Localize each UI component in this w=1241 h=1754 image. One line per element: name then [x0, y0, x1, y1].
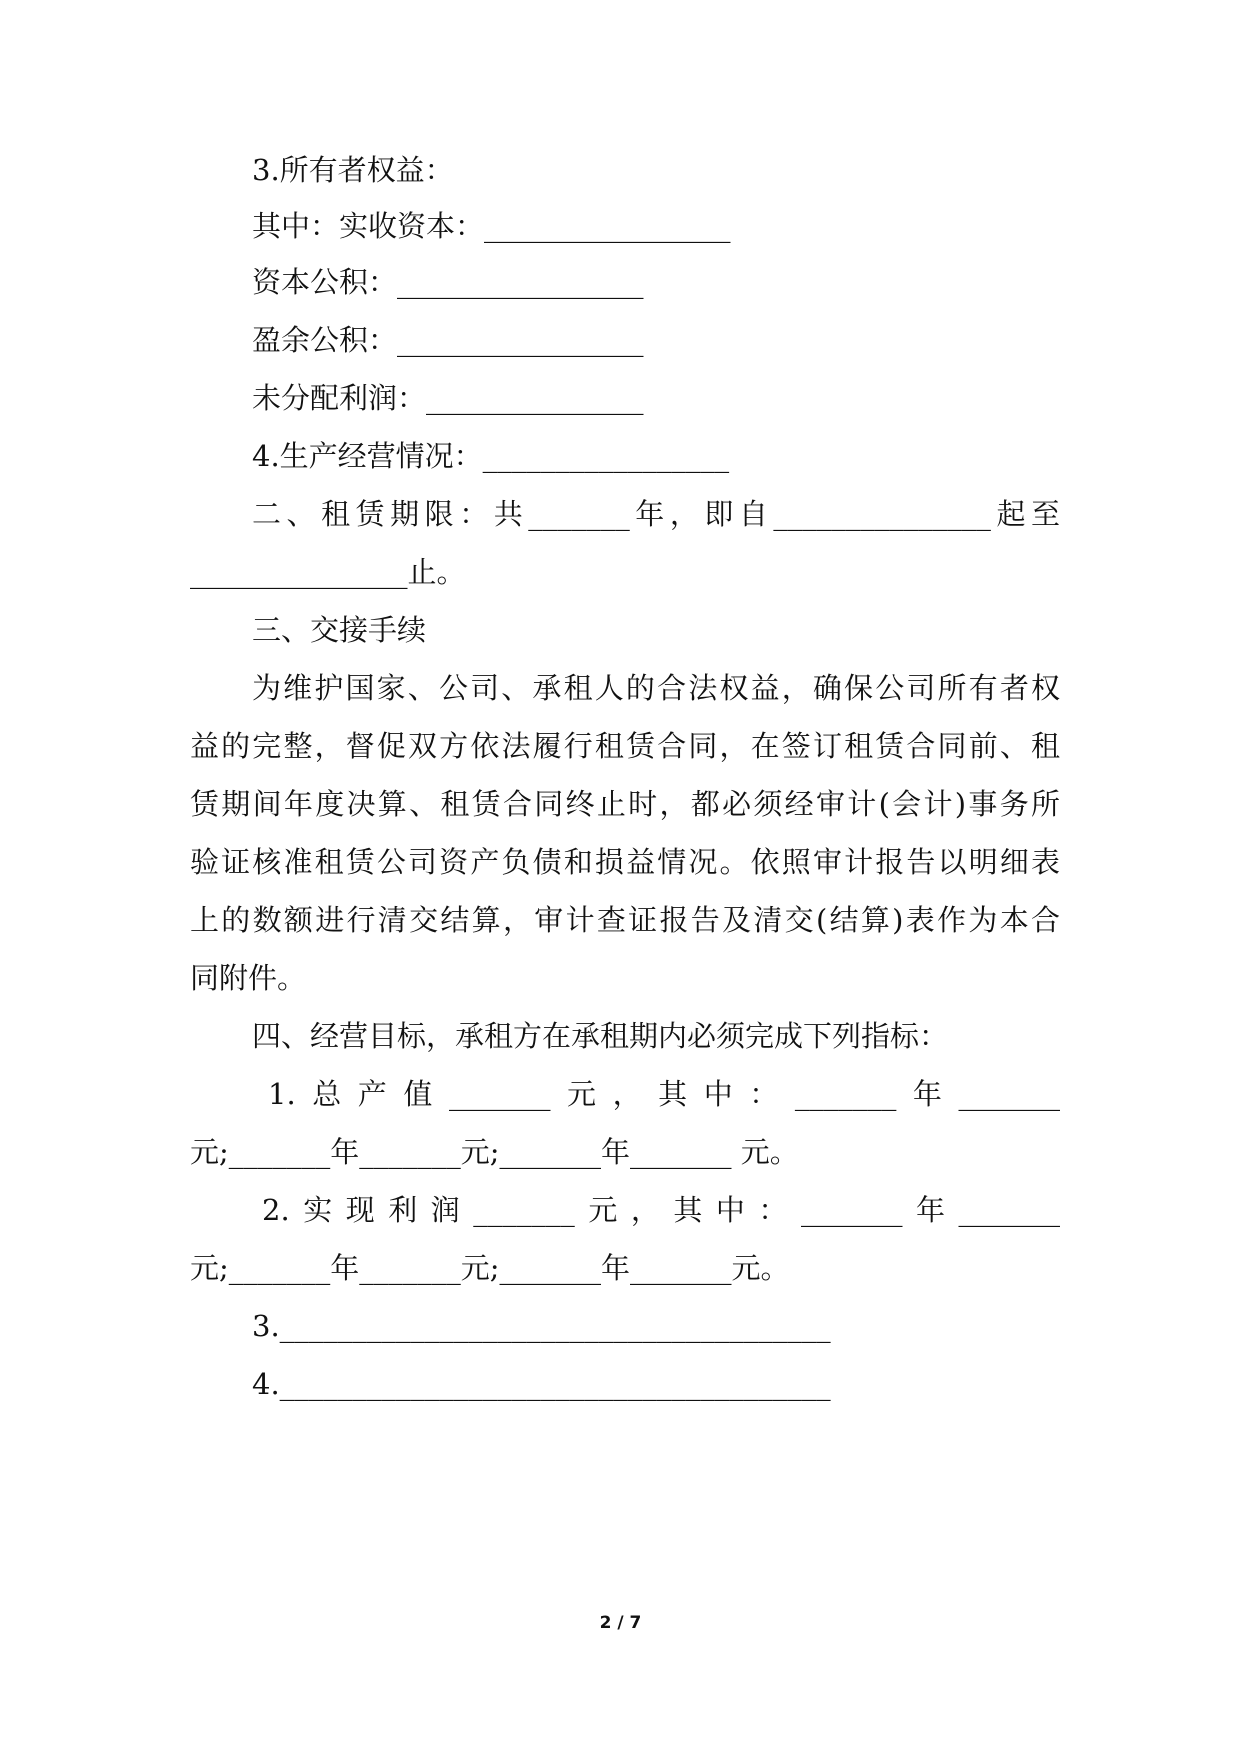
profit-target-line-1: 2.实现利润_______元，其中：_______年_______: [262, 1193, 1060, 1227]
total-output-value-line-2: 元;_______年_______元;_______年_______ 元。: [190, 1135, 799, 1169]
total-output-value-line-1: 1.总产值_______元，其中：_______年_______: [268, 1077, 1060, 1111]
handover-paragraph-line-2: 益的完整，督促双方依法履行租赁合同，在签订租赁合同前、租: [190, 729, 1060, 763]
handover-paragraph-line-4: 验证核准租赁公司资产负债和损益情况。依照审计报告以明细表: [190, 845, 1060, 879]
section-heading-owner-equity: 3.所有者权益：: [252, 153, 454, 187]
surplus-reserve-field: 盈余公积：_________________: [252, 323, 644, 357]
section-heading-business-targets: 四、经营目标，承租方在承租期内必须完成下列指标：: [252, 1019, 949, 1053]
target-item-4-blank: 4.______________________________________: [252, 1367, 831, 1401]
operating-status-field: 4.生产经营情况：_________________: [252, 439, 730, 473]
handover-paragraph-line-3: 赁期间年度决算、租赁合同终止时，都必须经审计(会计)事务所: [190, 787, 1060, 821]
profit-target-line-2: 元;_______年_______元;_______年_______元。: [190, 1251, 790, 1285]
lease-term-line-1: 二、租赁期限：共_______年，即自_______________起至: [252, 497, 1060, 531]
target-item-3-blank: 3.______________________________________: [252, 1309, 831, 1343]
page-number: 2 / 7: [599, 1613, 642, 1633]
paid-in-capital-field: 其中：实收资本：_________________: [252, 209, 731, 243]
handover-paragraph-line-6: 同附件。: [190, 961, 307, 995]
capital-reserve-field: 资本公积：_________________: [252, 265, 644, 299]
handover-paragraph-line-1: 为维护国家、公司、承租人的合法权益，确保公司所有者权: [252, 671, 1060, 705]
section-heading-handover: 三、交接手续: [252, 613, 427, 647]
handover-paragraph-line-5: 上的数额进行清交结算，审计查证报告及清交(结算)表作为本合: [190, 903, 1060, 937]
lease-term-line-2: _______________止。: [190, 555, 466, 589]
undistributed-profit-field: 未分配利润：_______________: [252, 381, 644, 415]
